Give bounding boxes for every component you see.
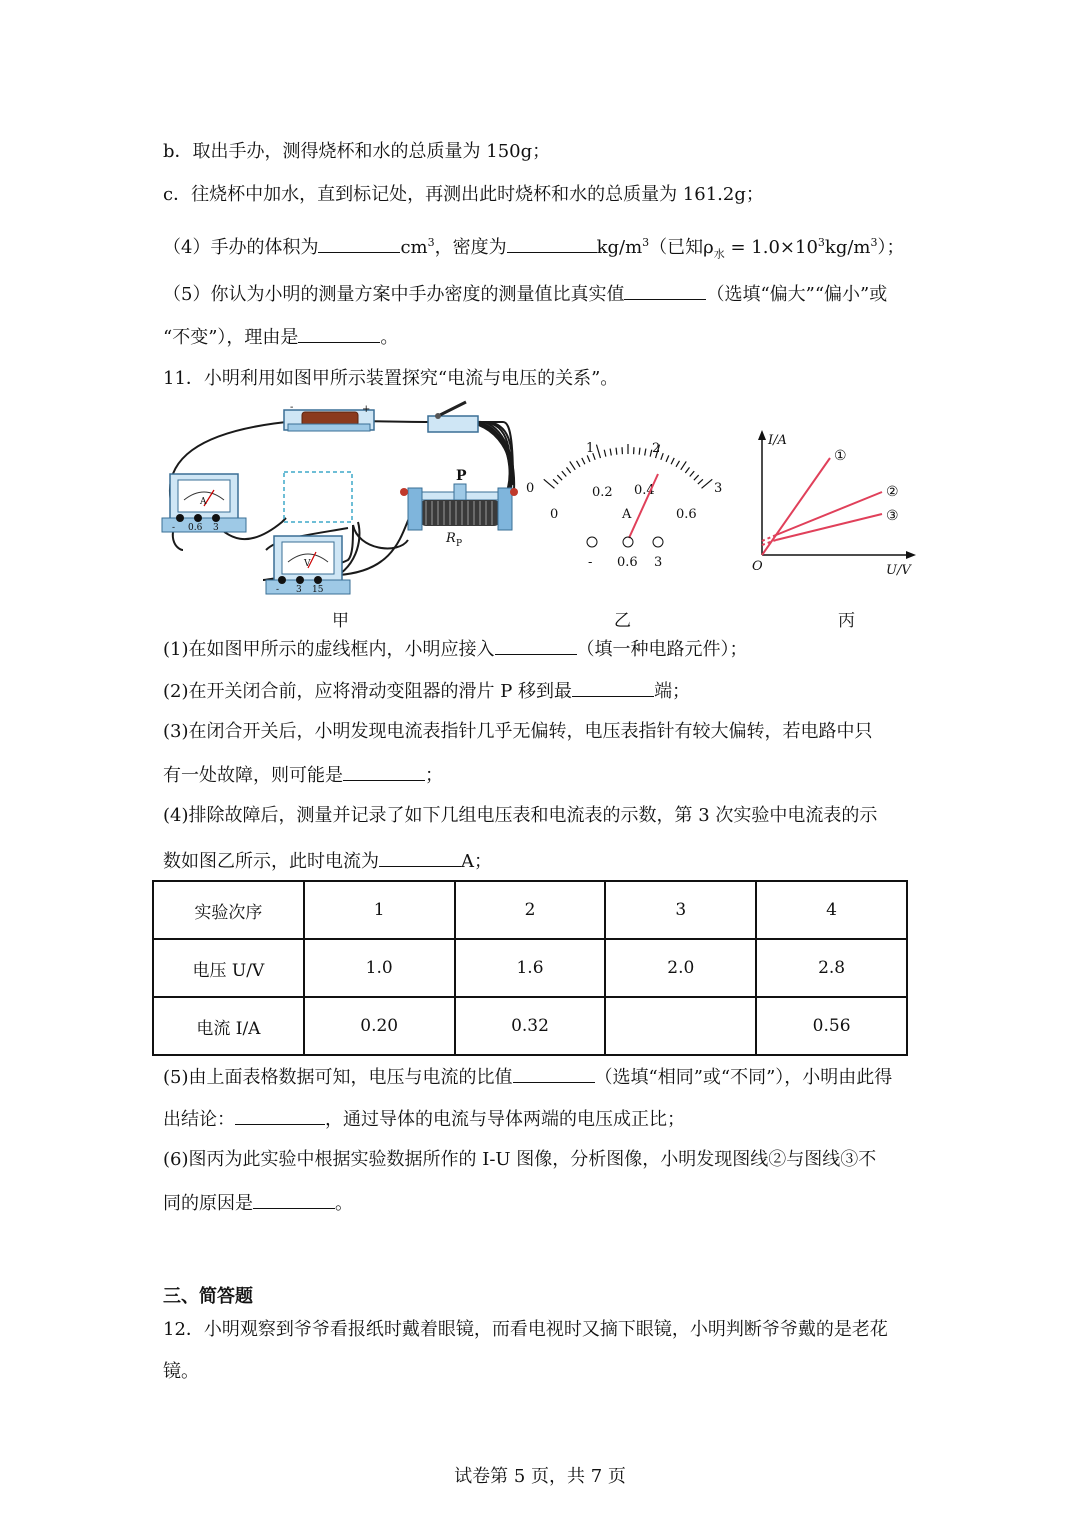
q10-part4-unit2: kg/m (596, 237, 643, 258)
svg-text:-: - (172, 523, 176, 533)
q11-part5-text4: ，通过导体的电流与导体两端的电压成正比； (325, 1109, 685, 1130)
table-cell: 2.0 (605, 939, 756, 997)
q10-part5-text3: “不变”），理由是 (163, 327, 299, 348)
q10-part5-text2: （选填“偏大”“偏小”或 (706, 284, 888, 305)
q11-part2-text2: 端； (654, 681, 691, 702)
q10-part5-line2 (163, 322, 398, 352)
dial-tick (681, 461, 686, 469)
dial-unit: A (622, 507, 632, 522)
dial-tick (666, 455, 669, 461)
q10-part5-line1 (163, 279, 887, 309)
q11-stem: 11．小明利用如图甲所示装置探究“电流与电压的关系”。 (163, 368, 619, 389)
dial-tick (587, 455, 590, 461)
rheostat-label-r: R (446, 531, 456, 546)
dial-tick (685, 467, 689, 473)
svg-text:-: - (290, 402, 294, 413)
table-row (153, 881, 907, 939)
q10-part4-text4: = 1.0×10 (724, 237, 818, 258)
q11-part1 (163, 634, 748, 664)
voltmeter (266, 536, 350, 595)
q11-part4-text1: 数如图乙所示，此时电流为 (163, 851, 379, 872)
table-cell: 2 (455, 881, 606, 939)
caption-bing: 丙 (838, 611, 855, 631)
dial-top-0: 0 (526, 481, 535, 496)
answer-blank-reason[interactable] (298, 322, 380, 343)
q12-line1: 12．小明观察到爷爷看报纸时戴着眼镜，而看电视时又摘下眼镜，小明判断爷爷戴的是老花 (163, 1319, 888, 1340)
dashed-box (284, 472, 352, 522)
iu-graph (752, 430, 916, 578)
dial-bottom-0: 0 (550, 507, 559, 522)
dial-tick (671, 458, 674, 464)
dial-tick (690, 471, 694, 476)
rheostat-label-sub: P (456, 539, 463, 549)
answer-blank-conclusion[interactable] (235, 1104, 325, 1125)
q11-part5-line2 (163, 1104, 685, 1134)
terminal-label-3: 3 (654, 555, 663, 570)
q10-part4: （4）手办的体积为 $cm^3$，密度为 $kg/m^3$（已知$\rho_水 = 1.0\times 10^3kg/m^3$）； (163, 229, 904, 269)
table-cell: 0.20 (304, 997, 455, 1055)
q11-part6-line1: (6)图丙为此实验中根据实验数据所作的 I-U 图像，分析图像，小明发现图线②与图线③不 (163, 1149, 877, 1170)
q11-part5-line1 (163, 1062, 892, 1092)
q10-part4-text5: kg/m (824, 237, 871, 258)
graph-line-3 (776, 514, 882, 540)
table-cell: 1.0 (304, 939, 455, 997)
q11-part4-line1: (4)排除故障后，测量并记录了如下几组电压表和电流表的示数，第 3 次实验中电流表的示 (163, 805, 878, 826)
section-title: 三、简答题 (163, 1286, 253, 1307)
terminal-0.6 (623, 537, 633, 547)
terminal-3 (653, 537, 663, 547)
svg-text:-: - (276, 585, 280, 595)
dial-tick (616, 448, 617, 455)
q11-part1-text1: (1)在如图甲所示的虚线框内，小明应接入 (163, 639, 495, 660)
q10-part4-text1: （4）手办的体积为 (163, 237, 319, 258)
terminal-label-0.6: 0.6 (617, 555, 638, 570)
answer-blank-end[interactable] (572, 676, 654, 697)
terminal-neg (587, 537, 597, 547)
table-cell-empty[interactable] (605, 997, 756, 1055)
graph-origin: O (752, 559, 763, 574)
q11-part3-line2 (163, 760, 443, 790)
table-cell: 实验次序 (153, 881, 304, 939)
q11-part5-text2: （选填“相同”或“不同”），小明由此得 (594, 1067, 893, 1088)
q10-step-b: b．取出手办，测得烧杯和水的总质量为 150g； (163, 141, 551, 162)
voltmeter-letter: V (304, 559, 311, 569)
dial-bottom-0.2: 0.2 (592, 485, 613, 500)
graph-y-label: I/A (768, 433, 787, 448)
q11-part6-line2 (163, 1188, 353, 1218)
q10-part4-text3: （已知ρ (649, 237, 714, 258)
answer-blank-bias[interactable] (624, 279, 706, 300)
q11-part5-text1: (5)由上面表格数据可知，电压与电流的比值 (163, 1067, 513, 1088)
dial-tick (661, 453, 663, 460)
answer-blank-current[interactable] (379, 846, 461, 867)
table-cell: 1.6 (455, 939, 606, 997)
graph-label-2: ② (886, 484, 899, 500)
dial-tick (610, 449, 611, 456)
table-cell: 2.8 (756, 939, 907, 997)
table-row (153, 939, 907, 997)
caption-jia: 甲 (332, 611, 349, 631)
dial-tick (645, 449, 646, 456)
caption-yi: 乙 (614, 611, 631, 631)
q11-part6-text1: 同的原因是 (163, 1193, 253, 1214)
q10-part5-text4: 。 (380, 327, 399, 348)
ammeter-tick-0.6: 0.6 (188, 523, 203, 533)
graph-x-label: U/V (886, 563, 911, 578)
answer-blank-cause[interactable] (253, 1188, 335, 1209)
dial-tick (639, 448, 640, 455)
q10-part4-text2: ，密度为 (434, 237, 507, 258)
dial-tick (694, 475, 699, 480)
q11-part5-text3: 出结论： (163, 1109, 235, 1130)
answer-blank-element[interactable] (495, 634, 577, 655)
dial-tick (570, 461, 575, 469)
q10-step-c: c．往烧杯中加水，直到标记处，再测出此时烧杯和水的总质量为 161.2g； (163, 184, 764, 205)
table-cell: 电流 I/A (153, 997, 304, 1055)
switch (428, 402, 478, 432)
dial-tick (566, 467, 570, 473)
rheostat (400, 468, 518, 549)
q11-part4-line2 (163, 846, 492, 876)
answer-blank-ratio[interactable] (513, 1062, 595, 1083)
dial-top-2: 2 (652, 441, 661, 456)
table-cell: 3 (605, 881, 756, 939)
dial-bottom-0.4: 0.4 (634, 483, 655, 498)
q10-part5-text1: （5）你认为小明的测量方案中手办密度的测量值比真实值 (163, 284, 625, 305)
q11-part4-text2: A； (461, 851, 492, 872)
q11-part2-text1: (2)在开关闭合前，应将滑动变阻器的滑片 P 移到最 (163, 681, 573, 702)
q11-part6-text2: 。 (335, 1193, 353, 1214)
slider-label-p: P (456, 468, 467, 484)
graph-label-3: ③ (886, 508, 899, 524)
q10-part4-sub: 水 (713, 247, 725, 261)
dial-tick (676, 461, 680, 467)
ammeter-dial (526, 441, 722, 570)
q11-part3-line1: (3)在闭合开关后，小明发现电流表指针几乎无偏转，电压表指针有较大偏转，若电路中只 (163, 721, 873, 742)
answer-blank-volume[interactable] (318, 232, 400, 253)
dial-top-1: 1 (586, 441, 595, 456)
voltmeter-tick-15: 15 (312, 585, 324, 595)
svg-text:+: + (362, 404, 371, 415)
table-cell: 电压 U/V (153, 939, 304, 997)
voltmeter-tick-3: 3 (296, 585, 302, 595)
q10-part4-unit1: cm (400, 237, 428, 258)
q11-part2 (163, 676, 690, 706)
dial-tick (577, 461, 581, 467)
dial-tick (702, 479, 713, 488)
table-cell: 4 (756, 881, 907, 939)
ammeter-tick-3: 3 (213, 523, 219, 533)
dial-tick (596, 445, 600, 458)
q11-part3-text2: ； (425, 765, 443, 786)
table-row (153, 997, 907, 1055)
page-footer: 试卷第 5 页，共 7 页 (454, 1466, 626, 1487)
answer-blank-density[interactable] (507, 232, 597, 253)
dial-tick (562, 471, 566, 476)
dial-tick (698, 479, 703, 484)
dial-tick (604, 450, 606, 457)
table-cell: 1 (304, 881, 455, 939)
dial-tick (553, 479, 558, 484)
ammeter (162, 474, 246, 533)
graph-label-1: ① (834, 448, 847, 464)
circuit-figure (158, 400, 928, 630)
terminal-label-neg: - (588, 555, 593, 570)
graph-line-1 (762, 458, 830, 555)
dial-tick (582, 458, 585, 464)
battery (284, 402, 374, 431)
q11-part1-text2: （填一种电路元件）； (576, 639, 748, 660)
answer-blank-fault[interactable] (343, 760, 425, 781)
dial-tick (544, 479, 555, 488)
table-cell: 0.32 (455, 997, 606, 1055)
data-table (152, 880, 908, 1056)
dial-top-3: 3 (714, 481, 723, 496)
dial-bottom-0.6: 0.6 (676, 507, 697, 522)
ammeter-letter: A (200, 497, 207, 507)
q12-line2: 镜。 (163, 1361, 199, 1382)
q11-part3-text1: 有一处故障，则可能是 (163, 765, 343, 786)
dial-tick (557, 475, 562, 480)
table-cell: 0.56 (756, 997, 907, 1055)
q10-part4-end: ）； (877, 237, 905, 258)
